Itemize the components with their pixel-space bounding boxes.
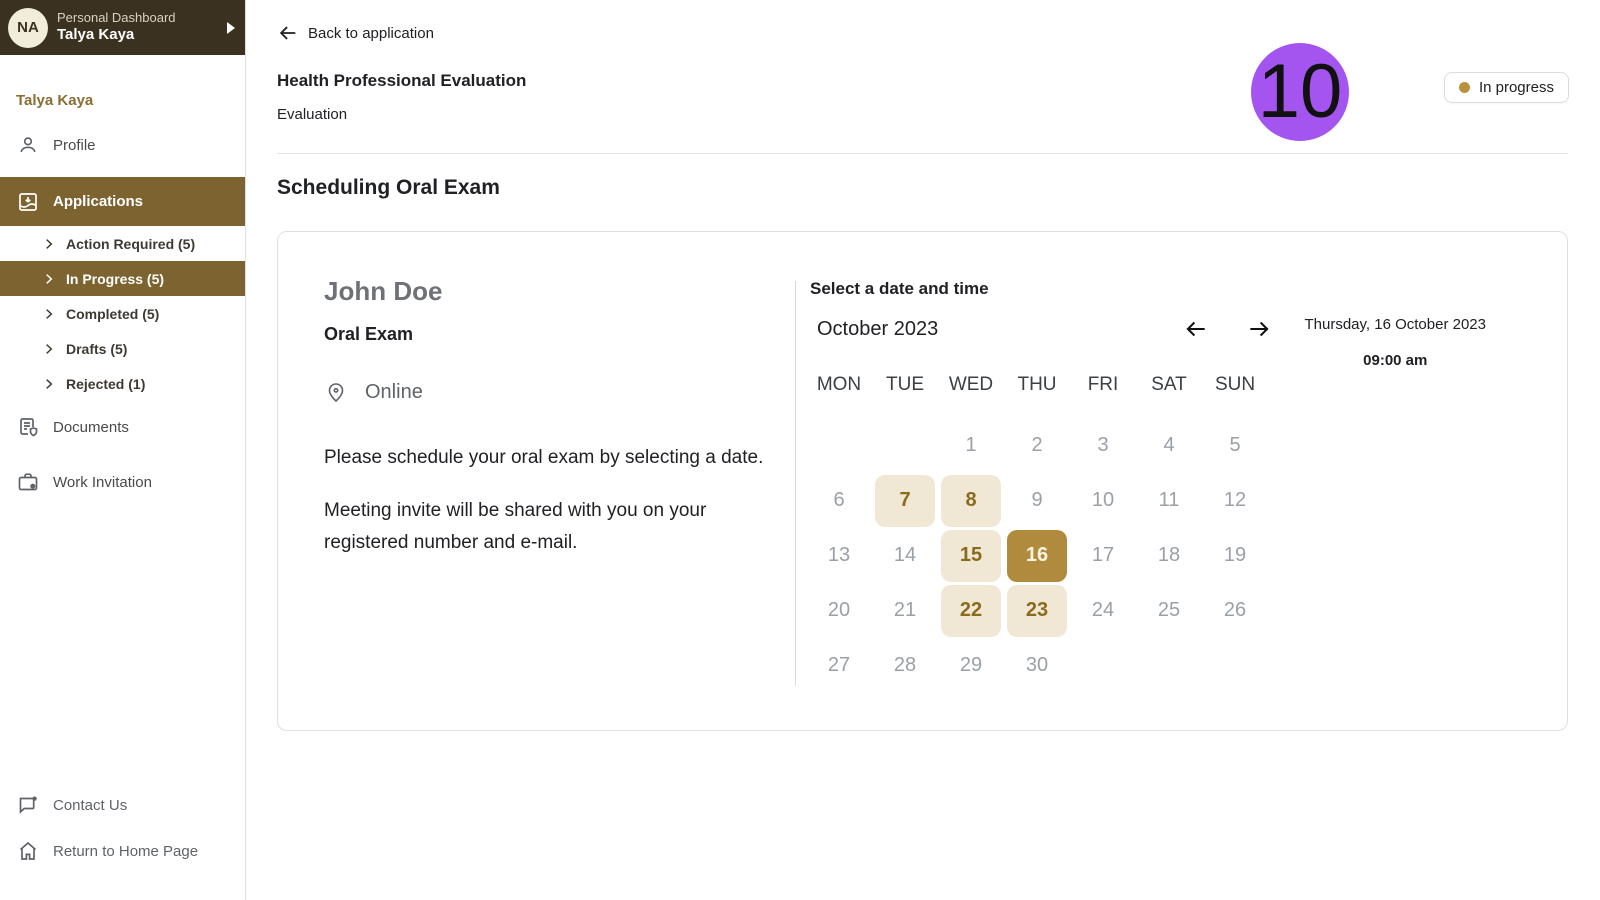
header-user-name: Talya Kaya (57, 26, 135, 44)
weekday-label: SAT (1151, 374, 1187, 395)
calendar-day-7[interactable]: 7 (875, 475, 935, 527)
chevron-right-icon (42, 342, 56, 356)
calendar-day-25: 25 (1157, 599, 1181, 621)
location-row (324, 380, 423, 404)
calendar-day-empty (1073, 640, 1133, 692)
back-label: Back to application (308, 24, 434, 42)
calendar-day-13: 13 (827, 544, 851, 566)
sidebar-item-contact-us[interactable] (0, 782, 245, 828)
sidebar-item-label: Documents (53, 418, 129, 436)
calendar-day-2: 2 (1031, 434, 1043, 456)
scheduling-card (277, 231, 1568, 731)
calendar-day-27: 27 (827, 654, 851, 676)
person-icon (16, 133, 40, 157)
sidebar-filter-label: Drafts (5) (66, 340, 128, 357)
calendar-day-6: 6 (833, 489, 845, 511)
status-dot-icon (1459, 82, 1470, 93)
weekday-label: TUE (886, 374, 924, 395)
calendar-day-14: 14 (893, 544, 917, 566)
instruction-line: Meeting invite will be shared with you on your registered number and e-mail. (324, 500, 707, 553)
sidebar (0, 0, 246, 900)
sidebar-header-text (57, 10, 227, 45)
weekday-label: THU (1017, 374, 1057, 395)
calendar-day-11: 11 (1158, 489, 1180, 511)
calendar-day-30: 30 (1025, 654, 1049, 676)
status-badge (1444, 72, 1569, 103)
sidebar-filter-in-progress[interactable] (0, 261, 245, 296)
sidebar-item-applications[interactable] (0, 177, 245, 226)
instruction-line: Please schedule your oral exam by selecting a date. (324, 447, 764, 468)
weekday-label: WED (948, 374, 994, 395)
page-subtitle: Evaluation (277, 106, 348, 123)
sidebar-item-label: Applications (53, 193, 144, 210)
calendar-day-empty (1139, 640, 1199, 692)
calendar-day-4: 4 (1163, 434, 1175, 456)
location-pin-icon (324, 380, 348, 404)
calendar-day-19: 19 (1223, 544, 1247, 566)
sidebar-item-label: Contact Us (53, 796, 128, 814)
section-title: Scheduling Oral Exam (277, 176, 500, 199)
calendar-day-23[interactable]: 23 (1007, 585, 1067, 637)
page-title: Health Professional Evaluation (277, 71, 527, 90)
calendar-day-28: 28 (893, 654, 917, 676)
selected-date-label: Thursday, 16 October 2023 (1304, 316, 1486, 333)
calendar-day-16[interactable]: 16 (1007, 530, 1067, 582)
scheduler-heading: Select a date and time (810, 279, 989, 298)
step-number-badge: 10 (1251, 43, 1349, 141)
sidebar-filter-label: In Progress (5) (66, 270, 165, 287)
location-label: Online (365, 380, 423, 403)
calendar-day-20: 20 (827, 599, 851, 621)
chat-bubble-icon (16, 793, 40, 817)
avatar: NA (8, 8, 48, 48)
sidebar-filter-action-required[interactable] (0, 226, 245, 261)
weekday-label: FRI (1087, 374, 1119, 395)
calendar-day-empty (1205, 640, 1265, 692)
calendar-day-22[interactable]: 22 (941, 585, 1001, 637)
card-vertical-divider (795, 281, 796, 686)
sidebar-item-label: Work Invitation (53, 473, 152, 491)
selected-time-label: 09:00 am (1363, 352, 1428, 369)
header-divider (277, 153, 1568, 154)
home-icon (16, 839, 40, 863)
calendar-day-21: 21 (893, 599, 917, 621)
chevron-right-icon (42, 272, 56, 286)
sidebar-item-profile[interactable] (0, 123, 245, 167)
chevron-right-icon (42, 307, 56, 321)
previous-month-button[interactable] (1183, 316, 1209, 342)
dashboard-label: Personal Dashboard (57, 10, 176, 25)
applications-inbox-icon (16, 190, 40, 214)
weekday-label: SUN (1214, 374, 1256, 395)
sidebar-filter-completed[interactable] (0, 296, 245, 331)
chevron-right-icon (42, 237, 56, 251)
calendar-day-18: 18 (1157, 544, 1181, 566)
sidebar-profile-header[interactable] (0, 0, 245, 55)
calendar-day-15[interactable]: 15 (941, 530, 1001, 582)
sidebar-filter-label: Rejected (1) (66, 375, 146, 392)
calendar-day-3: 3 (1097, 434, 1109, 456)
back-arrow-icon (277, 22, 299, 44)
calendar-day-empty (809, 420, 869, 472)
status-label: In progress (1478, 79, 1554, 96)
calendar-day-5: 5 (1229, 434, 1241, 456)
next-month-button[interactable] (1246, 316, 1272, 342)
calendar-day-26: 26 (1223, 599, 1247, 621)
sidebar-filter-label: Completed (5) (66, 305, 160, 322)
calendar-day-8[interactable]: 8 (941, 475, 1001, 527)
calendar-day-17: 17 (1091, 544, 1115, 566)
calendar-day-empty (875, 420, 935, 472)
sidebar-user-label: Talya Kaya (16, 92, 94, 109)
calendar-day-1: 1 (965, 434, 977, 456)
sidebar-filter-drafts[interactable] (0, 331, 245, 366)
chevron-right-icon (42, 377, 56, 391)
sidebar-item-return-home[interactable] (0, 828, 245, 874)
sidebar-filter-label: Action Required (5) (66, 235, 196, 252)
selected-datetime (1305, 316, 1487, 369)
expand-arrow-icon[interactable] (227, 22, 235, 34)
sidebar-item-label: Profile (53, 136, 96, 154)
sidebar-bottom-group (0, 782, 245, 874)
sidebar-item-label: Return to Home Page (53, 842, 199, 860)
main-content (246, 0, 1600, 900)
sidebar-item-documents[interactable] (0, 405, 245, 449)
calendar-day-29: 29 (959, 654, 983, 676)
application-filter-list (0, 226, 245, 401)
sidebar-filter-rejected[interactable] (0, 366, 245, 401)
applicant-name: John Doe (324, 276, 443, 306)
documents-icon (16, 415, 40, 439)
briefcase-clock-icon (16, 470, 40, 494)
calendar-weekday-row (806, 374, 1268, 396)
exam-type: Oral Exam (324, 324, 414, 344)
instructions (324, 442, 794, 558)
back-to-application-link[interactable] (277, 22, 434, 44)
calendar-day-12: 12 (1223, 489, 1247, 511)
calendar-day-9: 9 (1031, 489, 1043, 511)
calendar-day-10: 10 (1091, 489, 1115, 511)
sidebar-item-work-invitation[interactable] (0, 460, 245, 504)
calendar-month-label: October 2023 (817, 318, 939, 340)
weekday-label: MON (816, 374, 862, 395)
calendar-grid (806, 418, 1268, 693)
calendar-day-24: 24 (1091, 599, 1115, 621)
